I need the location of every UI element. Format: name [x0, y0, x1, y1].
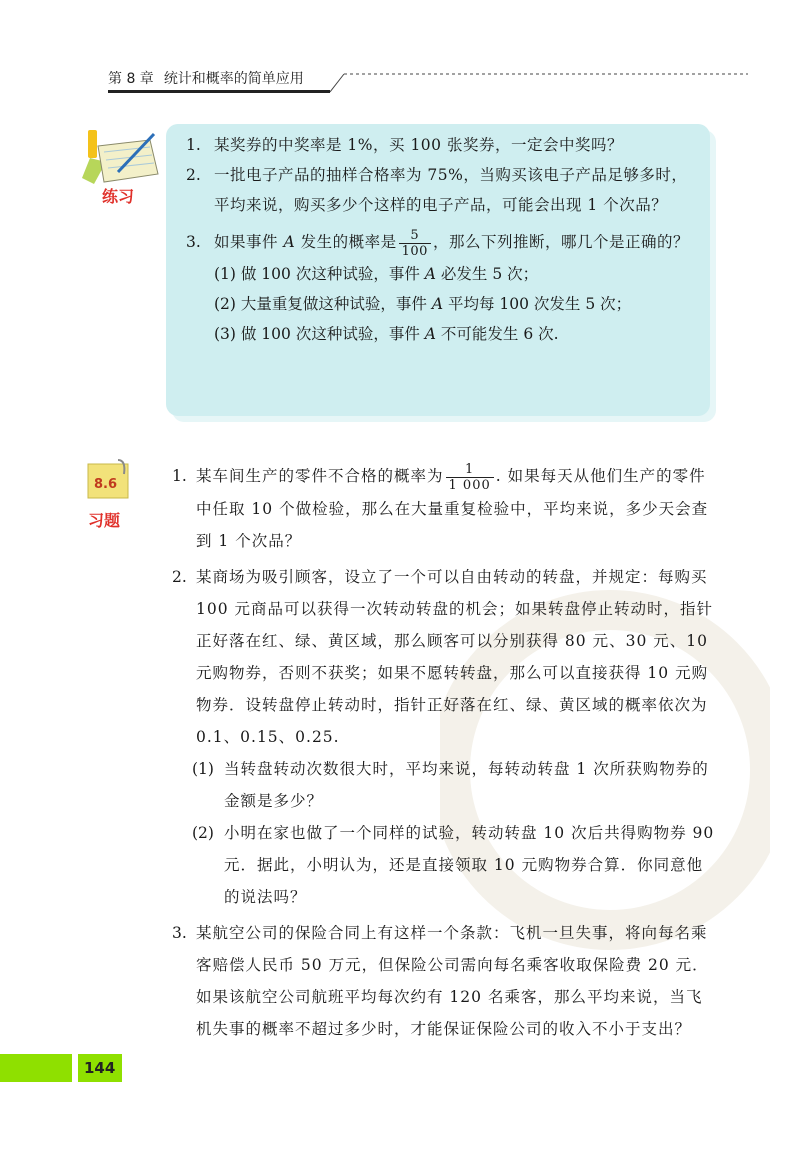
exercise-item-3: 3. 某航空公司的保险合同上有这样一个条款：飞机一旦失事，将向每名乘客赔偿人民币 50 万元，但保险公司需向每名乘客收取保险费 20 元．如果该航空公司航班平均每次约有 120 名乘客，那么平均来说，当飞机失事的概率不超过多少时，才能保证保险公司的收入不小于支出？ — [172, 923, 709, 1038]
practice-subitem-2: (2) 大量重复做这种试验，事件 A 平均每 100 次发生 5 次； — [214, 294, 632, 313]
exercise-item-1: 1. 某车间生产的零件不合格的概率为 $\frac{1}{1 000}$ . 如果每天从他们生产的零件中任取 10 个做检验，那么在大量重复检验中，平均来说，多少天会查到 1 个次品？ — [172, 461, 709, 550]
practice-label: 练习 — [102, 187, 135, 206]
exercise-list — [172, 460, 717, 1045]
chapter-title: 统计和概率的简单应用 — [163, 71, 304, 87]
fraction-5-100: $\frac{5}{100}$ — [399, 228, 431, 259]
practice-item-1: 1. 某奖券的中奖率是 1%，买 100 张奖券，一定会中奖吗？ — [186, 136, 623, 154]
section-number: 8.6 — [94, 477, 118, 492]
page-number: 144 — [84, 1059, 116, 1077]
chapter-header — [108, 68, 748, 94]
exercise-2-subitem-2: (2) 小明在家也做了一个同样的试验，转动转盘 10 次后共得购物券 90 元．据此，小明认为，还是直接领取 10 元购物券合算．你同意他的说法吗？ — [192, 823, 715, 906]
exercise-badge-icon — [82, 458, 152, 534]
practice-notebook-icon — [78, 128, 164, 208]
exercise-label: 习题 — [88, 511, 121, 530]
practice-box — [166, 124, 710, 416]
exercise-2-subitem-1: (1) 当转盘转动次数很大时，平均来说，每转动转盘 1 次所获购物券的金额是多少？ — [192, 759, 709, 810]
chapter-heading — [108, 68, 304, 90]
practice-subitem-1: (1) 做 100 次这种试验，事件 A 必发生 5 次； — [214, 264, 539, 283]
fraction-1-1000: $\frac{1}{1 000}$ — [446, 462, 494, 493]
header-dashed-line — [330, 72, 750, 94]
header-underline — [108, 90, 330, 93]
practice-item-3: 3. 如果事件 A 发生的概率是 $\frac{5}{100}$ ，那么下列推断，哪几个是正确的？ — [186, 227, 689, 259]
practice-item-2: 2. 一批电子产品的抽样合格率为 75%，当购买该电子产品足够多时，平均来说，购买多少个这样的电子产品，可能会出现 1 个次品？ — [186, 166, 688, 214]
chapter-number: 第 8 章 — [108, 71, 154, 87]
exercise-item-2: 2. 某商场为吸引顾客，设立了一个可以自由转动的转盘，并规定：每购买 100 元商品可以获得一次转动转盘的机会；如果转盘停止转动时，指针正好落在红、绿、黄区域，那么顾客可以分别获得 80 元、30 元、10 元购物券，否则不获奖；如果不愿转转盘，那么可以直接获得 10 元购物券．设转盘停止转动时，指针正好落在红、绿、黄区域的概率依次为 0.1、0.15、0.25. — [172, 567, 714, 746]
practice-subitem-3: (3) 做 100 次这种试验，事件 A 不可能发生 6 次. — [214, 324, 559, 343]
